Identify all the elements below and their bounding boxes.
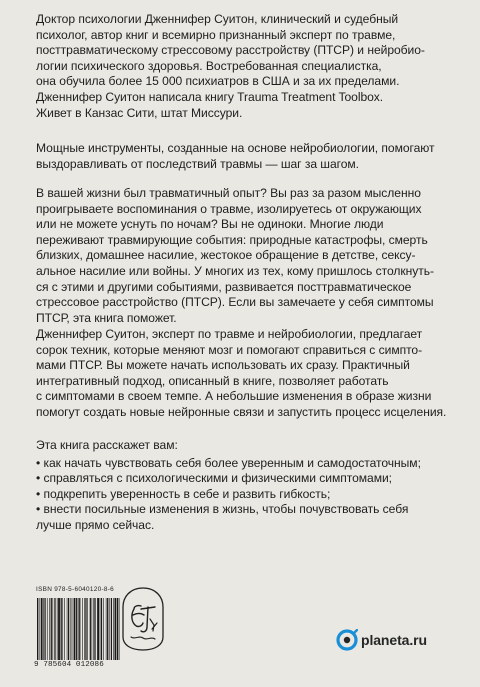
description-paragraph-1-text: В вашей жизни был травматичный опыт? Вы раз за разом мысленно проигрываете воспоминания о травме, изолируетесь от окружающих или не можете уснуть по ночам? Вы не одиноки. Многие люди переживают травмирующие события: природные катастрофы, смерть близких, домашнее насилие, жестокое обращение в детстве, сексу- альное насилие или войны. У многих из тех, кому пришлось столкнуть- ся с этими и другими событиями, развивается посттравматическое стрессовое расстройство (ПТСР). Если вы замечаете у себя симптомы ПТСР, эта книга поможет. — [36, 186, 434, 325]
description-paragraph-2 — [36, 327, 462, 421]
list-item: • справляться с психологическими и физическими симптомами; — [36, 471, 392, 486]
description-paragraph-2-text: Дженнифер Суитон, эксперт по травме и нейробиологии, предлагает сорок техник, которые меняют мозг и помогают справиться с симпто- мами ПТСР. Вы можете начать использовать их сразу. Практичный интегративный подход, описанный в книге, позволяет работать с симптомами в своем темпе. А небольшие изменения в образе жизни помогут создать новые нейронные связи и запустить процесс исцеления. — [36, 327, 447, 419]
book-intro — [36, 141, 462, 172]
isbn-barcode-block — [36, 586, 120, 672]
book-intro-text: Мощные инструменты, созданные на основе нейробиологии, помогают выздоравливать от последствий травмы — шаг за шагом. — [36, 141, 435, 171]
benefits-list — [36, 438, 462, 534]
list-item: • как начать чувствовать себя более уверенным и самодостаточным; — [36, 455, 421, 470]
barcode-number: 9 785604 012086 — [34, 661, 104, 669]
benefits-list-heading: Эта книга расскажет вам: — [36, 438, 178, 452]
publisher-monogram-logo — [117, 585, 169, 653]
list-item: • внести посильные изменения в жизнь, чтобы почувствовать себя лучше прямо сейчас. — [36, 502, 409, 532]
planeta-globe-icon — [336, 629, 358, 651]
description-paragraph-1 — [36, 186, 462, 326]
list-item: • подкрепить уверенность в себе и развить гибкость; — [36, 486, 331, 501]
planeta-logo-text: planeta.ru — [361, 632, 427, 648]
author-bio-text: Доктор психологии Дженнифер Суитон, клинический и судебный психолог, автор книг и всемирно признанный эксперт по травме, посттравматическому стрессовому расстройству (ПТСР) и нейробио- логии психического здоровья. Востребованная специалистка, она обучила более 15 000 психиатров в США и за их пределами. Дженнифер Суитон написала книгу Trauma Treatment Toolbox. Живет в Канзас Сити, штат Миссури. — [36, 12, 425, 120]
barcode-icon — [36, 598, 120, 660]
author-bio — [36, 12, 462, 121]
planeta-logo — [336, 627, 427, 653]
isbn-label: ISBN 978-5-6040120-8-6 — [36, 586, 115, 593]
